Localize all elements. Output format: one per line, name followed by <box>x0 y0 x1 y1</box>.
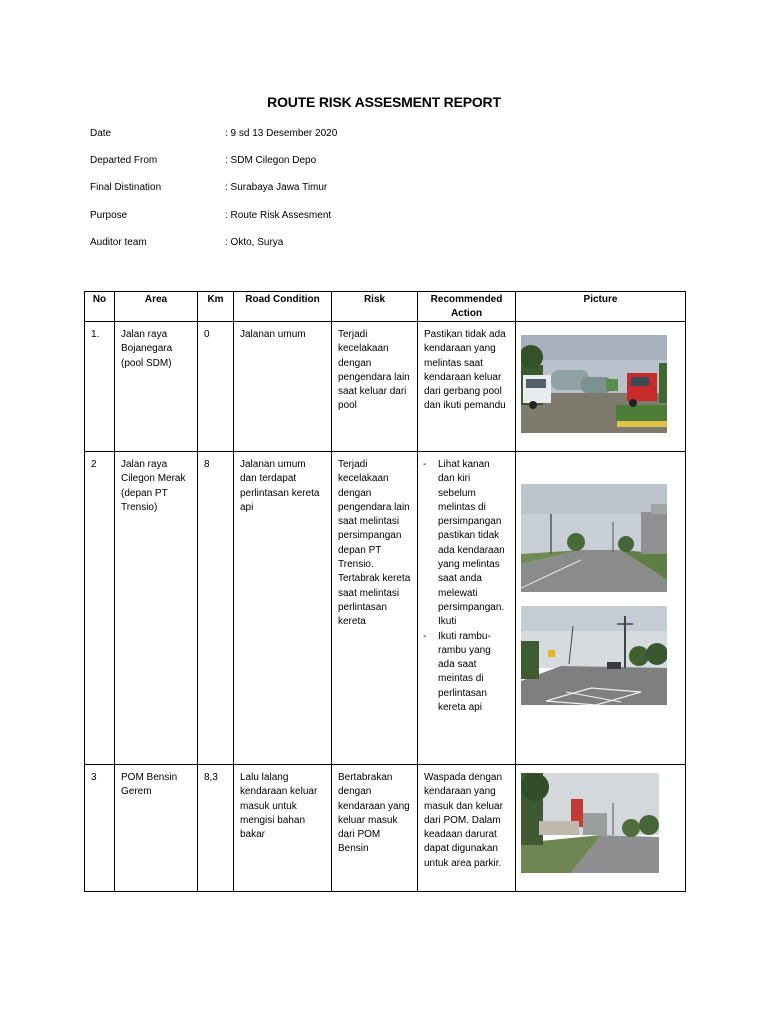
row-no: 3 <box>91 772 97 783</box>
row-area: Jalan raya Cilegon Merak (depan PT Trensio) <box>121 459 186 513</box>
action-list <box>423 458 509 715</box>
info-value: : Surabaya Jawa Timur <box>225 182 328 193</box>
info-label: Final Distination <box>90 182 162 193</box>
row-km: 0 <box>204 329 210 340</box>
row-action: Waspada dengan kendaraan yang masuk dan keluar dari POM. Dalam keadaan darurat dapat digunakan untuk area parkir. <box>424 772 503 869</box>
table-row <box>85 765 686 892</box>
header-action-line2: Action <box>450 308 483 319</box>
header-area: Area <box>115 292 198 322</box>
info-value: : SDM Cilegon Depo <box>225 155 317 166</box>
row-risk: Terjadi kecelakaan dengan pengendara lain saat keluar dari pool <box>338 329 410 412</box>
info-row-final-destination <box>90 182 690 198</box>
info-label: Auditor team <box>90 237 147 248</box>
row-km: 8 <box>204 459 210 470</box>
row-road-condition: Jalanan umum <box>240 329 306 340</box>
info-label: Date <box>90 128 112 139</box>
info-row-purpose <box>90 210 690 226</box>
info-row-departed-from <box>90 155 690 171</box>
header-km: Km <box>198 292 234 322</box>
info-label: Departed From <box>90 155 158 166</box>
row-area: Jalan raya Bojanegara (pool SDM) <box>121 329 173 369</box>
header-picture: Picture <box>516 292 686 322</box>
report-title: ROUTE RISK ASSESMENT REPORT <box>267 94 501 110</box>
row-road-condition: Jalanan umum dan terdapat perlintasan kereta api <box>240 459 320 513</box>
row-area: POM Bensin Gerem <box>121 772 178 798</box>
photo-crossroad <box>521 484 667 592</box>
info-value: : Okto, Surya <box>225 237 284 248</box>
row-km: 8,3 <box>204 772 218 783</box>
row-no: 1. <box>91 329 100 340</box>
table-row <box>85 452 686 765</box>
info-value: : Route Risk Assesment <box>225 210 332 221</box>
info-row-auditor-team <box>90 237 690 253</box>
action-item: - Ikuti rambu-rambu yang ada saat meintas di perlintasan kereta api <box>423 630 509 716</box>
header-no: No <box>85 292 115 322</box>
info-value: : 9 sd 13 Desember 2020 <box>225 128 338 139</box>
row-risk: Bertabrakan dengan kendaraan yang keluar masuk dari POM Bensin <box>338 772 410 855</box>
row-action: Pastikan tidak ada kendaraan yang melintas saat kendaraan keluar dari gerbang pool dan ikuti pemandu <box>424 329 506 412</box>
action-item: - Lihat kanan dan kiri sebelum melintas di persimpangan pastikan tidak ada kendaraan yang melintas saat anda melewati persimpangan. Ikuti <box>423 458 509 630</box>
route-risk-table <box>84 291 686 892</box>
photo-railway-crossing <box>521 606 667 705</box>
row-road-condition: Lalu lalang kendaraan keluar masuk untuk mengisi bahan bakar <box>240 772 318 841</box>
photo-gas-station <box>521 773 659 873</box>
header-recommended-action <box>418 292 516 322</box>
info-row-date <box>90 128 690 144</box>
info-label: Purpose <box>90 210 128 221</box>
photo-pool-trucks <box>521 335 667 433</box>
header-road-condition: Road Condition <box>234 292 332 322</box>
table-header-row <box>85 292 686 322</box>
row-no: 2 <box>91 459 97 470</box>
header-action-line1: Recommended <box>430 294 503 305</box>
header-risk: Risk <box>332 292 418 322</box>
row-risk: Terjadi kecelakaan dengan pengendara lain saat melintasi persimpangan depan PT Trensio. Tertabrak kereta saat melintasi perlintasan kereta <box>338 459 411 628</box>
table-row <box>85 322 686 452</box>
